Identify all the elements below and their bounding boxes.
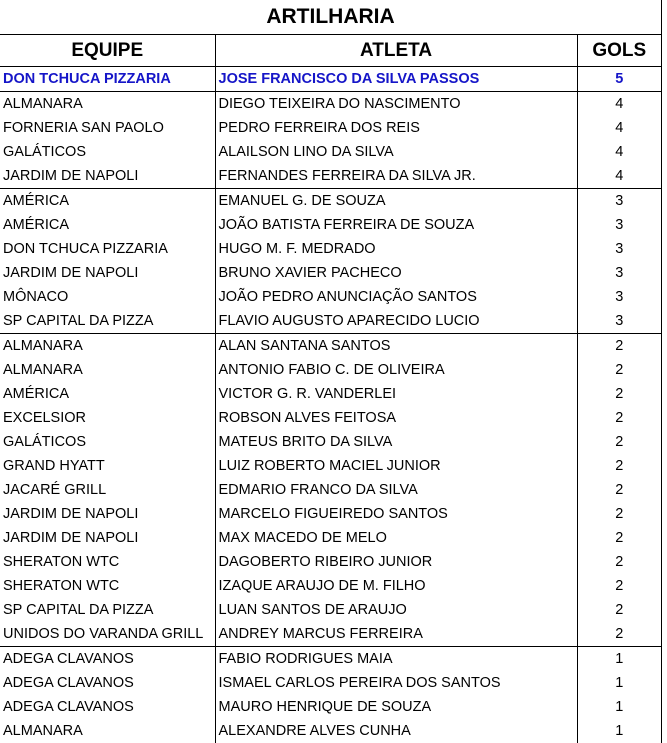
table-row xyxy=(0,237,661,261)
table-row xyxy=(0,574,661,598)
player-cell[interactable]: BRUNO XAVIER PACHECO xyxy=(215,261,577,285)
player-cell[interactable]: JOSE FRANCISCO DA SILVA PASSOS xyxy=(215,67,577,92)
goals-cell[interactable]: 4 xyxy=(577,164,661,189)
team-cell[interactable]: JARDIM DE NAPOLI xyxy=(0,502,215,526)
team-cell[interactable]: JARDIM DE NAPOLI xyxy=(0,526,215,550)
goals-cell[interactable]: 3 xyxy=(615,289,624,305)
table-row xyxy=(0,164,661,189)
table-row xyxy=(0,478,661,502)
team-cell[interactable]: FORNERIA SAN PAOLO xyxy=(0,116,215,140)
table-row xyxy=(0,213,661,237)
goals-cell[interactable]: 3 xyxy=(615,193,624,209)
table-row xyxy=(0,622,661,647)
team-cell[interactable]: AMÉRICA xyxy=(0,189,215,214)
player-cell[interactable]: ALAN SANTANA SANTOS xyxy=(215,334,577,359)
team-cell[interactable]: ADEGA CLAVANOS xyxy=(0,647,215,672)
player-cell[interactable]: ANTONIO FABIO C. DE OLIVEIRA xyxy=(215,358,577,382)
team-cell[interactable]: ALMANARA xyxy=(0,358,215,382)
team-cell[interactable]: ALMANARA xyxy=(0,719,215,743)
team-cell[interactable]: AMÉRICA xyxy=(0,382,215,406)
goals-cell[interactable]: 2 xyxy=(615,602,624,618)
player-cell[interactable]: VICTOR G. R. VANDERLEI xyxy=(215,382,577,406)
player-cell[interactable]: DAGOBERTO RIBEIRO JUNIOR xyxy=(215,550,577,574)
player-cell[interactable]: FERNANDES FERREIRA DA SILVA JR. xyxy=(215,164,577,189)
table-row xyxy=(0,719,661,743)
goals-cell[interactable]: 2 xyxy=(615,482,624,498)
goals-cell[interactable]: 3 xyxy=(577,309,661,334)
goals-cell[interactable]: 2 xyxy=(615,362,624,378)
team-cell[interactable]: JARDIM DE NAPOLI xyxy=(0,164,215,189)
player-cell[interactable]: ALAILSON LINO DA SILVA xyxy=(215,140,577,164)
team-cell[interactable]: MÔNACO xyxy=(0,285,215,309)
table-row xyxy=(0,309,661,334)
header-row xyxy=(0,35,661,67)
player-cell[interactable]: ROBSON ALVES FEITOSA xyxy=(215,406,577,430)
goals-cell[interactable]: 2 xyxy=(615,554,624,570)
team-cell[interactable]: SP CAPITAL DA PIZZA xyxy=(0,598,215,622)
table-row xyxy=(0,454,661,478)
goals-cell[interactable]: 1 xyxy=(615,699,624,715)
team-cell[interactable]: JARDIM DE NAPOLI xyxy=(0,261,215,285)
table-row xyxy=(0,92,661,117)
goals-cell[interactable]: 2 xyxy=(615,338,624,354)
table-row xyxy=(0,334,661,359)
goals-cell[interactable]: 3 xyxy=(615,265,624,281)
goals-cell[interactable]: 2 xyxy=(615,578,624,594)
team-cell[interactable]: JACARÉ GRILL xyxy=(0,478,215,502)
team-cell[interactable]: EXCELSIOR xyxy=(0,406,215,430)
goals-cell[interactable]: 4 xyxy=(615,144,624,160)
team-cell[interactable]: GALÁTICOS xyxy=(0,430,215,454)
team-cell[interactable]: ADEGA CLAVANOS xyxy=(0,695,215,719)
team-cell[interactable]: SP CAPITAL DA PIZZA xyxy=(0,309,215,334)
team-cell[interactable]: DON TCHUCA PIZZARIA xyxy=(0,67,215,92)
team-cell[interactable]: UNIDOS DO VARANDA GRILL xyxy=(0,622,215,647)
table-row xyxy=(0,67,661,92)
table-row xyxy=(0,550,661,574)
table-row xyxy=(0,671,661,695)
table-row xyxy=(0,526,661,550)
goals-cell[interactable]: 4 xyxy=(615,96,624,112)
player-cell[interactable]: MAURO HENRIQUE DE SOUZA xyxy=(215,695,577,719)
team-cell[interactable]: GALÁTICOS xyxy=(0,140,215,164)
player-cell[interactable]: FABIO RODRIGUES MAIA xyxy=(215,647,577,672)
table-row xyxy=(0,502,661,526)
team-cell[interactable]: AMÉRICA xyxy=(0,213,215,237)
player-cell[interactable]: JOÃO BATISTA FERREIRA DE SOUZA xyxy=(215,213,577,237)
goals-cell[interactable]: 1 xyxy=(615,675,624,691)
player-cell[interactable]: FLAVIO AUGUSTO APARECIDO LUCIO xyxy=(215,309,577,334)
goals-cell[interactable]: 3 xyxy=(615,241,624,257)
goals-cell[interactable]: 2 xyxy=(615,434,624,450)
sheet-title: ARTILHARIA xyxy=(0,0,661,35)
table-row xyxy=(0,358,661,382)
table-row xyxy=(0,695,661,719)
goals-cell[interactable]: 2 xyxy=(615,458,624,474)
player-cell[interactable]: ANDREY MARCUS FERREIRA xyxy=(215,622,577,647)
header-player[interactable]: ATLETA xyxy=(215,35,577,67)
team-cell[interactable]: SHERATON WTC xyxy=(0,550,215,574)
team-cell[interactable]: ALMANARA xyxy=(0,92,215,117)
table-row xyxy=(0,285,661,309)
goals-cell[interactable]: 5 xyxy=(577,67,661,92)
player-cell[interactable]: IZAQUE ARAUJO DE M. FILHO xyxy=(215,574,577,598)
player-cell[interactable]: ALEXANDRE ALVES CUNHA xyxy=(215,719,577,743)
player-cell[interactable]: MAX MACEDO DE MELO xyxy=(215,526,577,550)
player-cell[interactable]: PEDRO FERREIRA DOS REIS xyxy=(215,116,577,140)
player-cell[interactable]: MARCELO FIGUEIREDO SANTOS xyxy=(215,502,577,526)
team-cell[interactable]: SHERATON WTC xyxy=(0,574,215,598)
table-row xyxy=(0,189,661,214)
team-cell[interactable]: DON TCHUCA PIZZARIA xyxy=(0,237,215,261)
player-cell[interactable]: DIEGO TEIXEIRA DO NASCIMENTO xyxy=(215,92,577,117)
player-cell[interactable]: MATEUS BRITO DA SILVA xyxy=(215,430,577,454)
goals-cell[interactable]: 2 xyxy=(615,530,624,546)
goals-cell[interactable]: 3 xyxy=(615,217,624,233)
goals-cell[interactable]: 2 xyxy=(615,506,624,522)
player-cell[interactable]: JOÃO PEDRO ANUNCIAÇÃO SANTOS xyxy=(215,285,577,309)
scorers-table xyxy=(0,35,661,743)
table-row xyxy=(0,430,661,454)
team-cell[interactable]: GRAND HYATT xyxy=(0,454,215,478)
goals-cell[interactable]: 1 xyxy=(615,723,624,739)
table-row xyxy=(0,647,661,672)
table-row xyxy=(0,598,661,622)
team-cell[interactable]: ALMANARA xyxy=(0,334,215,359)
table-row xyxy=(0,406,661,430)
player-cell[interactable]: EDMARIO FRANCO DA SILVA xyxy=(215,478,577,502)
player-cell[interactable]: EMANUEL G. DE SOUZA xyxy=(215,189,577,214)
goals-cell[interactable]: 2 xyxy=(615,386,624,402)
header-team[interactable]: EQUIPE xyxy=(0,35,215,67)
goals-cell[interactable]: 2 xyxy=(615,410,624,426)
team-cell[interactable]: ADEGA CLAVANOS xyxy=(0,671,215,695)
player-cell[interactable]: ISMAEL CARLOS PEREIRA DOS SANTOS xyxy=(215,671,577,695)
goals-cell[interactable]: 4 xyxy=(615,120,624,136)
player-cell[interactable]: HUGO M. F. MEDRADO xyxy=(215,237,577,261)
table-row xyxy=(0,116,661,140)
player-cell[interactable]: LUAN SANTOS DE ARAUJO xyxy=(215,598,577,622)
table-row xyxy=(0,140,661,164)
table-row xyxy=(0,261,661,285)
table-body xyxy=(0,67,661,743)
goals-cell[interactable]: 2 xyxy=(577,622,661,647)
table-row xyxy=(0,382,661,406)
goals-cell[interactable]: 1 xyxy=(615,651,624,667)
player-cell[interactable]: LUIZ ROBERTO MACIEL JUNIOR xyxy=(215,454,577,478)
header-goals[interactable]: GOLS xyxy=(577,35,661,67)
